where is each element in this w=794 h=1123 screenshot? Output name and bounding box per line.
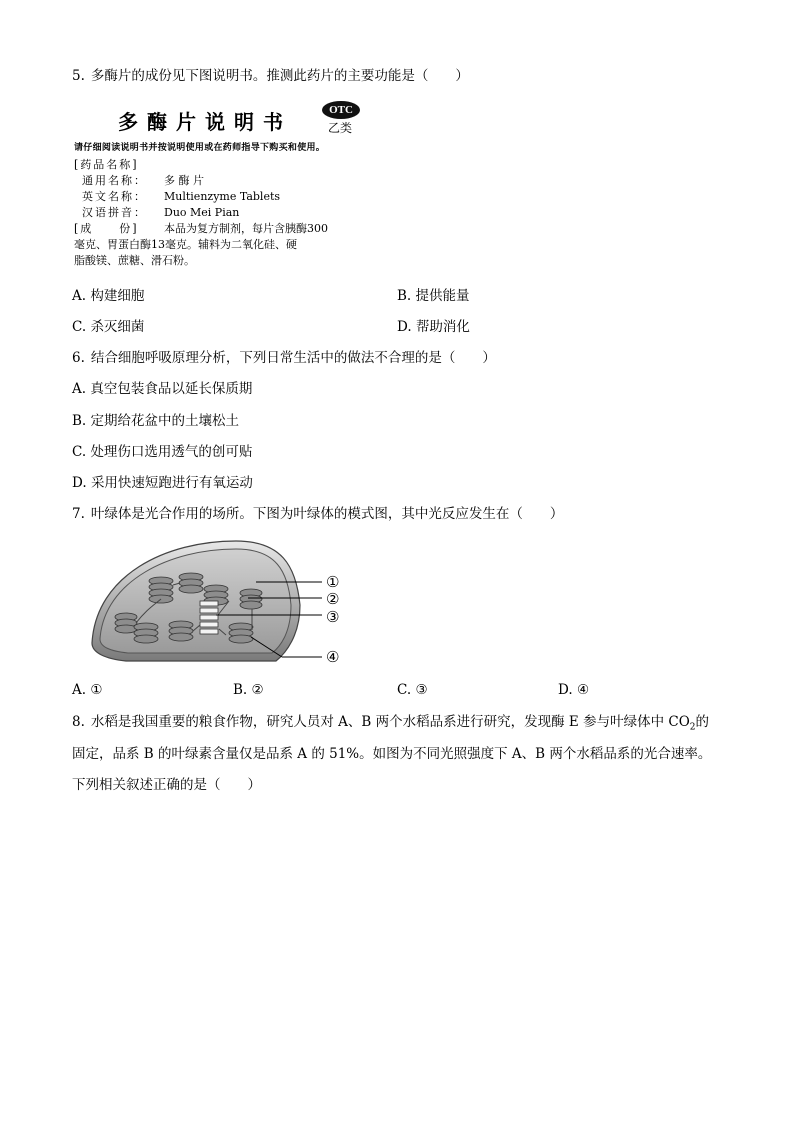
q8-number: 8. <box>72 714 85 730</box>
option-text: ④ <box>576 682 590 698</box>
q5-option-c[interactable] <box>72 318 144 336</box>
option-letter: D. <box>558 682 573 698</box>
diagram-label-1: ① <box>326 573 340 591</box>
option-letter: C. <box>72 444 87 460</box>
drug-leaflet <box>72 100 402 275</box>
q5-option-d[interactable] <box>397 318 470 336</box>
q8-stem-line2: 固定，品系 B 的叶绿素含量仅是品系 A 的 51%。如图为不同光照强度下 A、B 两个水稻品系的光合速率。 <box>72 746 712 762</box>
chloroplast-diagram <box>86 535 376 675</box>
option-text: 定期给花盆中的土壤松土 <box>90 413 240 429</box>
q6-stem-text: 结合细胞呼吸原理分析，下列日常生活中的做法不合理的是（ ） <box>90 350 496 366</box>
option-text: ② <box>251 682 264 698</box>
q7-option-d[interactable] <box>558 681 589 699</box>
leaflet-row-value: Multienzyme Tablets <box>164 190 281 203</box>
option-text: 构建细胞 <box>90 288 145 304</box>
q6-option-c[interactable] <box>72 443 252 461</box>
q5-stem <box>72 67 469 85</box>
q6-option-a[interactable] <box>72 380 252 398</box>
option-letter: D. <box>72 475 87 491</box>
q6-option-b[interactable] <box>72 412 239 430</box>
option-text: ③ <box>415 682 428 698</box>
option-letter: B. <box>72 413 87 429</box>
leaflet-ingredient-key: [成 份] <box>74 222 139 235</box>
option-text: 真空包装食品以延长保质期 <box>90 381 253 397</box>
q7-stem-text: 叶绿体是光合作用的场所。下图为叶绿体的模式图，其中光反应发生在（ ） <box>90 506 564 522</box>
leaflet-row-value: Duo Mei Pian <box>164 206 240 219</box>
option-letter: B. <box>233 682 248 698</box>
leaflet-title: 多酶片说明书 <box>118 110 292 134</box>
q8-line1-b: 的 <box>695 714 710 730</box>
leaflet-ingredient-line2: 毫克、胃蛋白酶13毫克。辅料为二氧化硅、硬 <box>74 238 297 251</box>
option-letter: D. <box>397 319 412 335</box>
diagram-label-4: ④ <box>326 648 340 666</box>
leaflet-row <box>82 174 204 188</box>
q5-number: 5. <box>72 68 85 84</box>
option-text: 杀灭细菌 <box>90 319 145 335</box>
q5-option-b[interactable] <box>397 287 470 305</box>
option-text: 提供能量 <box>415 288 470 304</box>
q7-option-b[interactable] <box>233 681 264 699</box>
q7-stem <box>72 505 563 523</box>
cutaway-granum <box>200 601 218 634</box>
diagram-label-2: ② <box>326 590 340 608</box>
leaflet-row <box>82 206 239 220</box>
leaflet-row-value: 多 酶 片 <box>164 174 204 187</box>
leaflet-row-key: 通用名称： <box>82 174 147 187</box>
q7-number: 7. <box>72 506 85 522</box>
diagram-label-3: ③ <box>326 608 340 626</box>
q6-option-d[interactable] <box>72 474 253 492</box>
q6-stem <box>72 349 496 367</box>
q6-number: 6. <box>72 350 85 366</box>
q8-stem-line3: 下列相关叙述正确的是（ ） <box>72 777 261 793</box>
otc-class: 乙类 <box>328 121 353 135</box>
q8-line1-sub: 2 <box>689 722 696 733</box>
q5-option-a[interactable] <box>72 287 144 305</box>
option-text: 采用快速短跑进行有氧运动 <box>90 475 253 491</box>
option-letter: A. <box>72 682 87 698</box>
q8-stem-line1 <box>72 713 709 737</box>
leaflet-ingredient-line3: 脂酸镁、蔗糖、滑石粉。 <box>74 254 195 267</box>
leaflet-row-key: 汉语拼音： <box>82 206 147 219</box>
q8-line1-a: 水稻是我国重要的粮食作物，研究人员对 A、B 两个水稻品系进行研究，发现酶 E 参与叶绿体中 CO <box>90 714 690 730</box>
option-letter: A. <box>72 381 87 397</box>
q7-option-c[interactable] <box>397 681 428 699</box>
option-text: 帮助消化 <box>415 319 470 335</box>
option-letter: A. <box>72 288 87 304</box>
chloroplast-inner-membrane <box>100 549 291 653</box>
option-text: ① <box>90 682 103 698</box>
leaflet-note: 请仔细阅读说明书并按说明使用或在药师指导下购买和使用。 <box>74 143 326 153</box>
option-letter: C. <box>72 319 87 335</box>
option-letter: B. <box>397 288 412 304</box>
leaflet-section-header: [药品名称] <box>74 158 139 171</box>
leaflet-ingredient-row <box>74 222 328 236</box>
option-text: 处理伤口选用透气的创可贴 <box>90 444 253 460</box>
option-letter: C. <box>397 682 412 698</box>
q5-stem-text: 多酶片的成份见下图说明书。推测此药片的主要功能是（ ） <box>90 68 469 84</box>
leaflet-ingredient-line1: 本品为复方制剂，每片含胰酶300 <box>164 222 328 235</box>
leaflet-row <box>82 190 280 204</box>
leaflet-row-key: 英文名称： <box>82 190 147 203</box>
otc-badge: OTC <box>322 101 360 119</box>
q7-option-a[interactable] <box>72 681 102 699</box>
